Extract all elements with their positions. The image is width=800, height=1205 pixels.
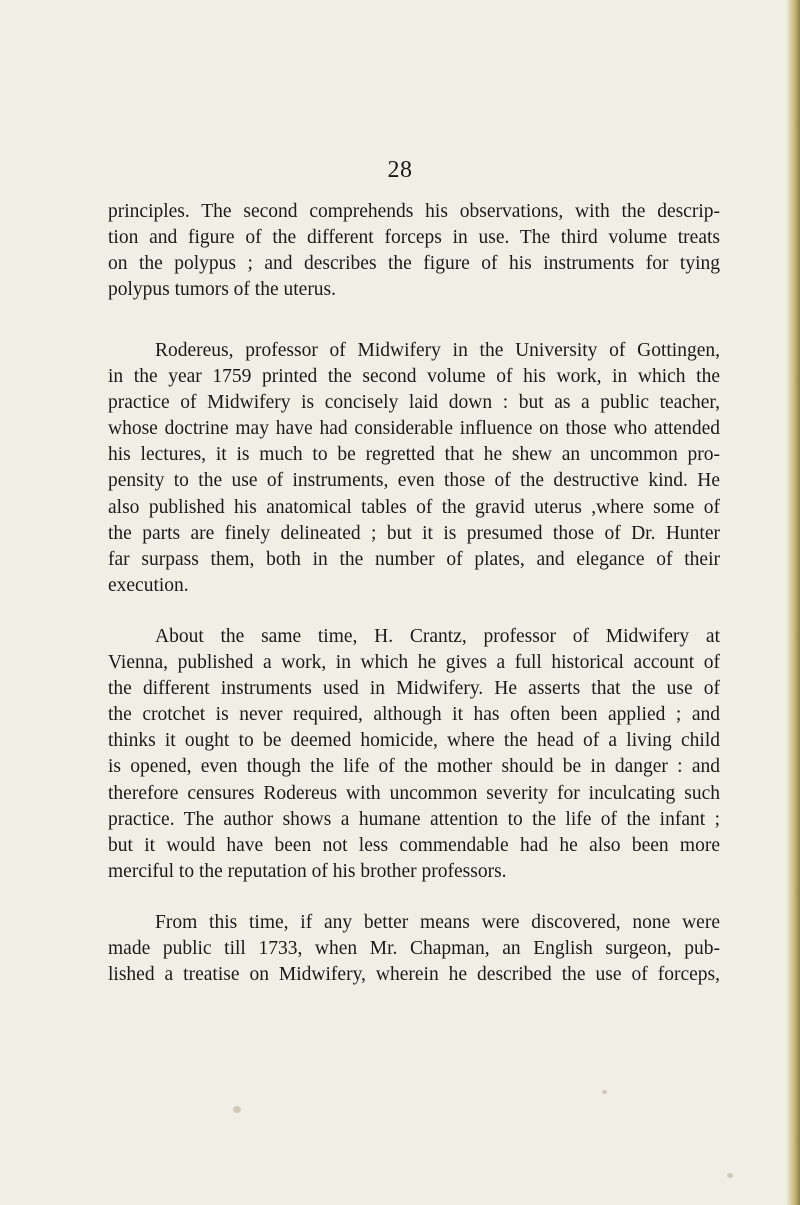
text-line: pensity to the use of instruments, even those of the destructive kind. He: [108, 470, 720, 492]
text-line: tion and figure of the different forceps in use. The third volume treats: [108, 227, 720, 249]
text-line: Rodereus, professor of Midwifery in the University of Gottingen,: [155, 340, 720, 361]
text-line: polypus tumors of the uterus.: [108, 279, 337, 301]
paragraph: [108, 338, 720, 599]
text-line: but it would have been not less commendable had he also been more: [108, 834, 720, 856]
text-line: on the polypus ; and describes the figure of his instruments for tying: [108, 253, 720, 275]
paper-stain: [233, 1106, 241, 1113]
text-line: Vienna, published a work, in which he gives a full historical account of: [108, 652, 720, 674]
paragraph: [108, 910, 720, 988]
text-line: the crotchet is never required, although it has often been applied ; and: [108, 704, 720, 726]
text-line: also published his anatomical tables of the gravid uterus ,where some of: [108, 496, 720, 518]
text-line: thinks it ought to be deemed homicide, where the head of a living child: [108, 730, 720, 752]
text-line: lished a treatise on Midwifery, wherein he described the use of forceps,: [108, 964, 720, 986]
paragraph: [108, 624, 720, 885]
paragraph: [108, 199, 720, 303]
text-line: his lectures, it is much to be regretted that he shew an uncommon pro-: [108, 444, 720, 466]
text-line: practice. The author shows a humane attention to the life of the infant ;: [108, 808, 720, 830]
text-line: About the same time, H. Crantz, professor of Midwifery at: [155, 626, 720, 647]
text-line: far surpass them, both in the number of plates, and elegance of their: [108, 548, 720, 570]
text-line: made public till 1733, when Mr. Chapman, an English surgeon, pub-: [108, 938, 720, 960]
text-line: merciful to the reputation of his brother professors.: [108, 860, 507, 882]
text-line: principles. The second comprehends his observations, with the descrip-: [108, 201, 720, 222]
text-line: whose doctrine may have had considerable influence on those who attended: [108, 418, 720, 440]
text-line: in the year 1759 printed the second volume of his work, in which the: [108, 366, 720, 388]
text-line: practice of Midwifery is concisely laid down : but as a public teacher,: [108, 392, 720, 414]
text-line: the parts are finely delineated ; but it is presumed those of Dr. Hunter: [108, 522, 720, 544]
text-line: execution.: [108, 574, 189, 596]
paper-stain: [727, 1173, 733, 1178]
text-line: the different instruments used in Midwifery. He asserts that the use of: [108, 678, 720, 700]
text-line: therefore censures Rodereus with uncommon severity for inculcating such: [108, 782, 720, 804]
page-number: 28: [387, 157, 413, 183]
text-line: From this time, if any better means were discovered, none were: [155, 912, 720, 933]
text-line: is opened, even though the life of the mother should be in danger : and: [108, 756, 720, 778]
paper-stain: [602, 1090, 607, 1094]
